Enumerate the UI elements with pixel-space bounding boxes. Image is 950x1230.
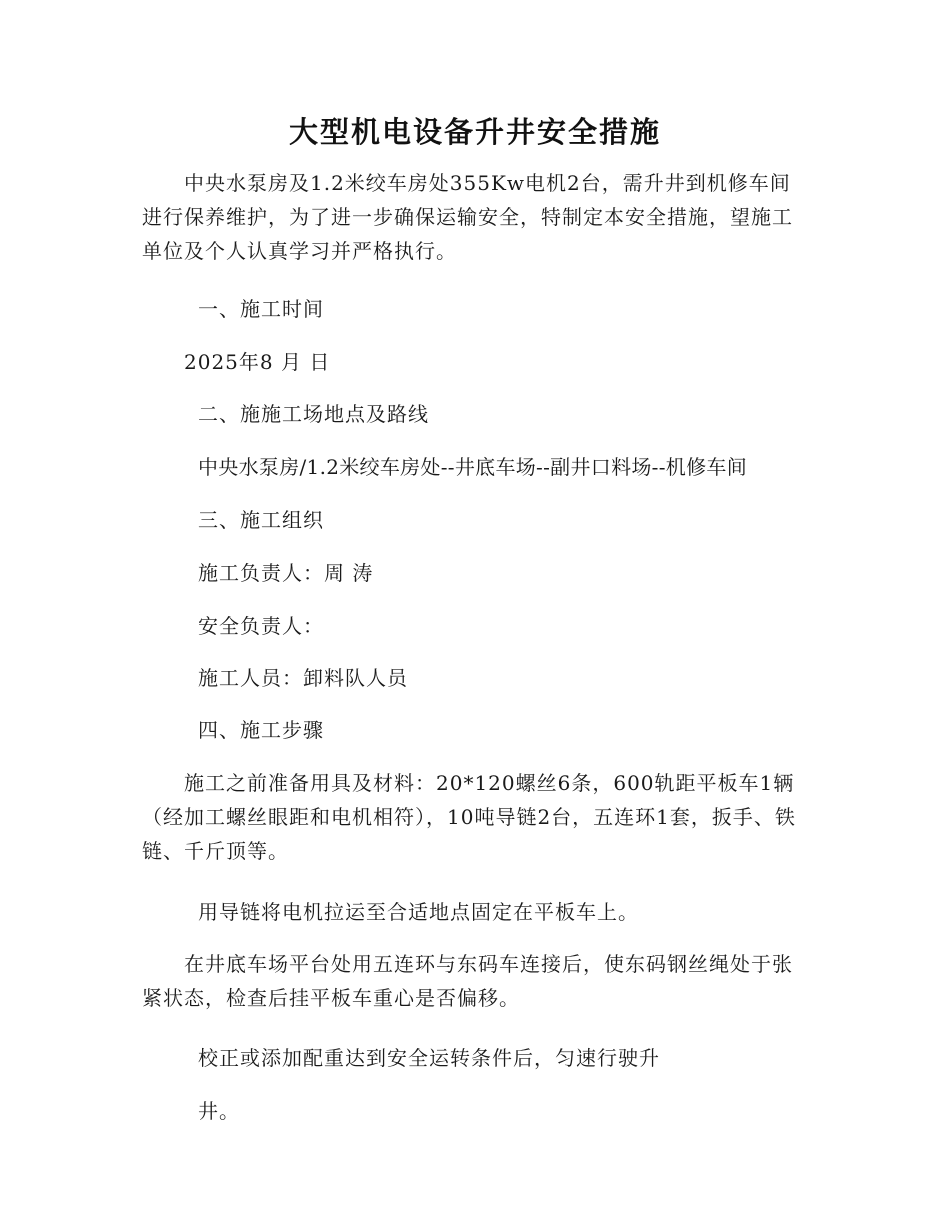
construction-date: 2025年8 月 日 [184,350,331,374]
section-heading-organization: 三、施工组织 [198,508,324,532]
step-connect: 在井底车场平台处用五连环与东码车连接后，使东码钢丝绳处于张紧状态，检查后挂平板车重心是否偏移。 [142,952,793,1010]
step-preparation: 施工之前准备用具及材料：20*120螺丝6条，600轨距平板车1辆（经加工螺丝眼距和电机相符），10吨导链2台，五连环1套，扳手、铁链、千斤顶等。 [142,771,796,863]
document-title: 大型机电设备升井安全措施 [288,115,661,149]
section-heading-steps: 四、施工步骤 [198,718,324,742]
intro-paragraph: 中央水泵房及1.2米绞车房处355Kw电机2台，需升井到机修车间进行保养维护，为了进一步确保运输安全，特制定本安全措施，望施工单位及个人认真学习并严格执行。 [142,171,793,263]
workers: 施工人员：卸料队人员 [198,666,408,690]
step-adjust-line2: 井。 [198,1099,240,1123]
section-heading-location: 二、施施工场地点及路线 [198,402,429,426]
section-heading-time: 一、施工时间 [198,297,324,321]
step-fix-motor: 用导链将电机拉运至合适地点固定在平板车上。 [198,900,639,924]
step-adjust-line1: 校正或添加配重达到安全运转条件后，匀速行驶升 [198,1046,660,1070]
construction-lead: 施工负责人：周 涛 [198,561,374,585]
route-text: 中央水泵房/1.2米绞车房处--井底车场--副井口料场--机修车间 [198,455,747,479]
safety-lead: 安全负责人： [198,614,324,638]
